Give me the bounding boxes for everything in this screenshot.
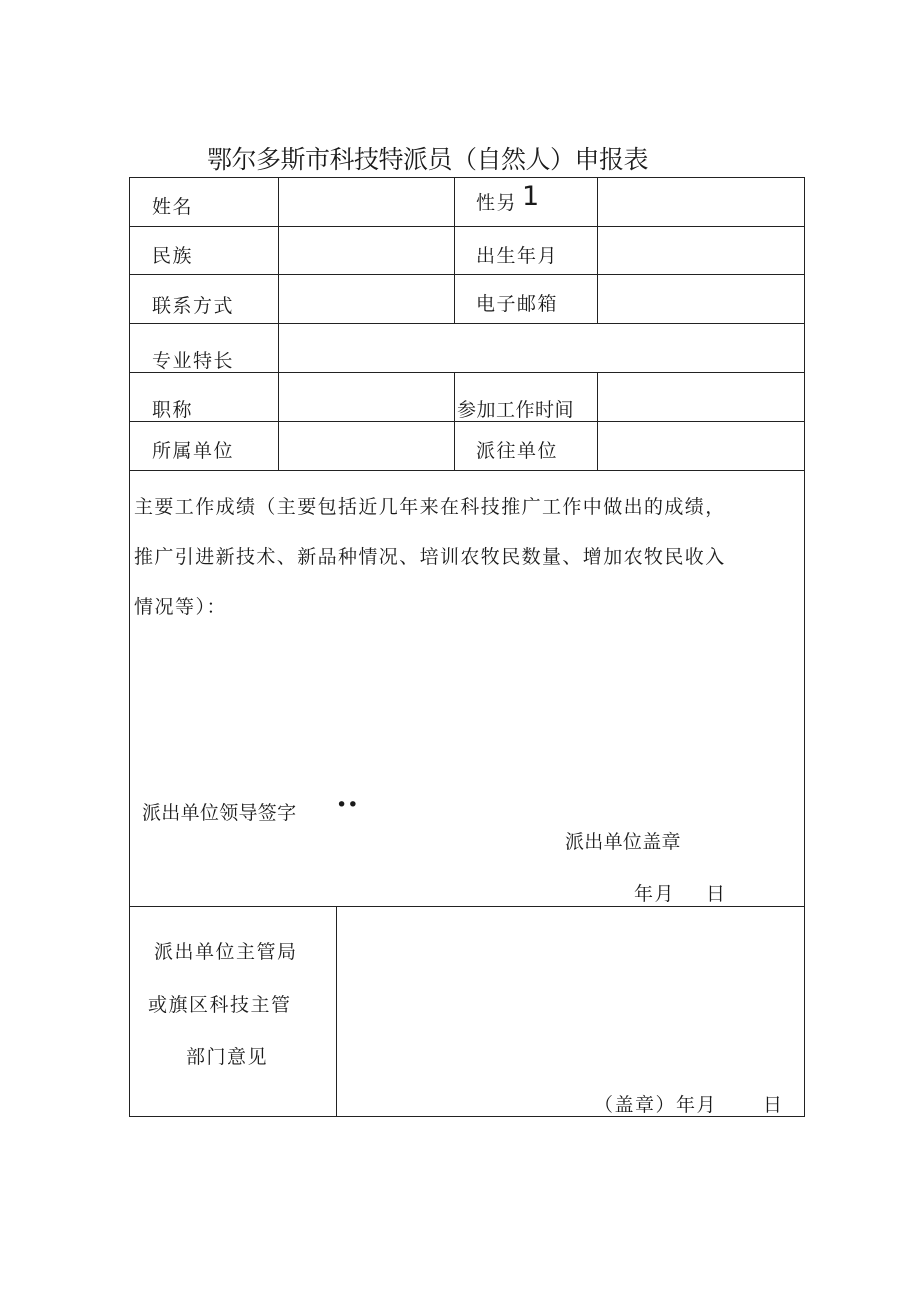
opinion-label-line3: 部门意见 bbox=[186, 1046, 269, 1068]
column-divider bbox=[454, 177, 455, 324]
table-border-top bbox=[129, 177, 805, 178]
opinion-field[interactable] bbox=[338, 908, 803, 1115]
label-email: 电子邮箱 bbox=[476, 293, 559, 315]
column-divider bbox=[597, 372, 598, 471]
label-dispatch-unit: 派往单位 bbox=[476, 440, 559, 462]
column-divider bbox=[336, 906, 337, 1117]
label-contact: 联系方式 bbox=[152, 295, 235, 317]
opinion-label-line2: 或旗区科技主管 bbox=[148, 994, 292, 1016]
work-start-field[interactable] bbox=[599, 374, 803, 420]
label-affiliation: 所属单位 bbox=[152, 440, 235, 462]
column-divider bbox=[278, 177, 279, 471]
table-border-left bbox=[129, 177, 130, 1117]
opinion-seal-date: （盖章）年月 bbox=[594, 1094, 718, 1116]
label-ethnicity: 民族 bbox=[152, 245, 194, 267]
label-gender: 性另 bbox=[476, 192, 518, 214]
name-field[interactable] bbox=[280, 179, 453, 225]
affiliation-field[interactable] bbox=[280, 423, 453, 469]
birth-date-field[interactable] bbox=[599, 228, 803, 273]
label-specialty: 专业特长 bbox=[152, 350, 235, 372]
contact-field[interactable] bbox=[280, 276, 453, 322]
label-birth-date: 出生年月 bbox=[476, 245, 559, 267]
opinion-date-day: 日 bbox=[763, 1094, 784, 1116]
achievements-prompt-line2: 推广引进新技术、新品种情况、培训农牧民数量、增加农牧民收入 bbox=[134, 546, 726, 568]
table-border-right bbox=[804, 177, 805, 1117]
gender-mark: 1 bbox=[522, 181, 540, 212]
opinion-label-line1: 派出单位主管局 bbox=[154, 941, 298, 963]
achievements-date-year-month: 年月 bbox=[634, 883, 676, 905]
label-work-start: 参加工作时间 bbox=[457, 399, 575, 421]
ethnicity-field[interactable] bbox=[280, 228, 453, 273]
achievements-field[interactable] bbox=[131, 472, 803, 905]
specialty-field[interactable] bbox=[280, 325, 803, 371]
row-divider bbox=[129, 274, 805, 275]
achievements-prompt-line3: 情况等）： bbox=[134, 596, 228, 618]
column-divider bbox=[454, 372, 455, 471]
row-divider bbox=[129, 470, 805, 471]
leader-signature-label: 派出单位领导签字 bbox=[142, 802, 297, 824]
dispatch-seal-label: 派出单位盖章 bbox=[565, 831, 681, 853]
achievements-date-day: 日 bbox=[706, 883, 727, 905]
signature-dots: •• bbox=[336, 794, 359, 816]
row-divider bbox=[129, 226, 805, 227]
email-field[interactable] bbox=[599, 276, 803, 322]
label-title: 职称 bbox=[152, 399, 194, 421]
row-divider bbox=[129, 323, 805, 324]
label-name: 姓名 bbox=[152, 196, 194, 218]
gender-field[interactable] bbox=[599, 179, 803, 225]
column-divider bbox=[597, 177, 598, 324]
title-field[interactable] bbox=[280, 374, 453, 420]
dispatch-unit-field[interactable] bbox=[599, 423, 803, 469]
achievements-prompt-line1: 主要工作成绩（主要包括近几年来在科技推广工作中做出的成绩， bbox=[134, 496, 726, 518]
row-divider bbox=[129, 906, 805, 907]
form-title: 鄂尔多斯市科技特派员（自然人）申报表 bbox=[207, 145, 649, 174]
